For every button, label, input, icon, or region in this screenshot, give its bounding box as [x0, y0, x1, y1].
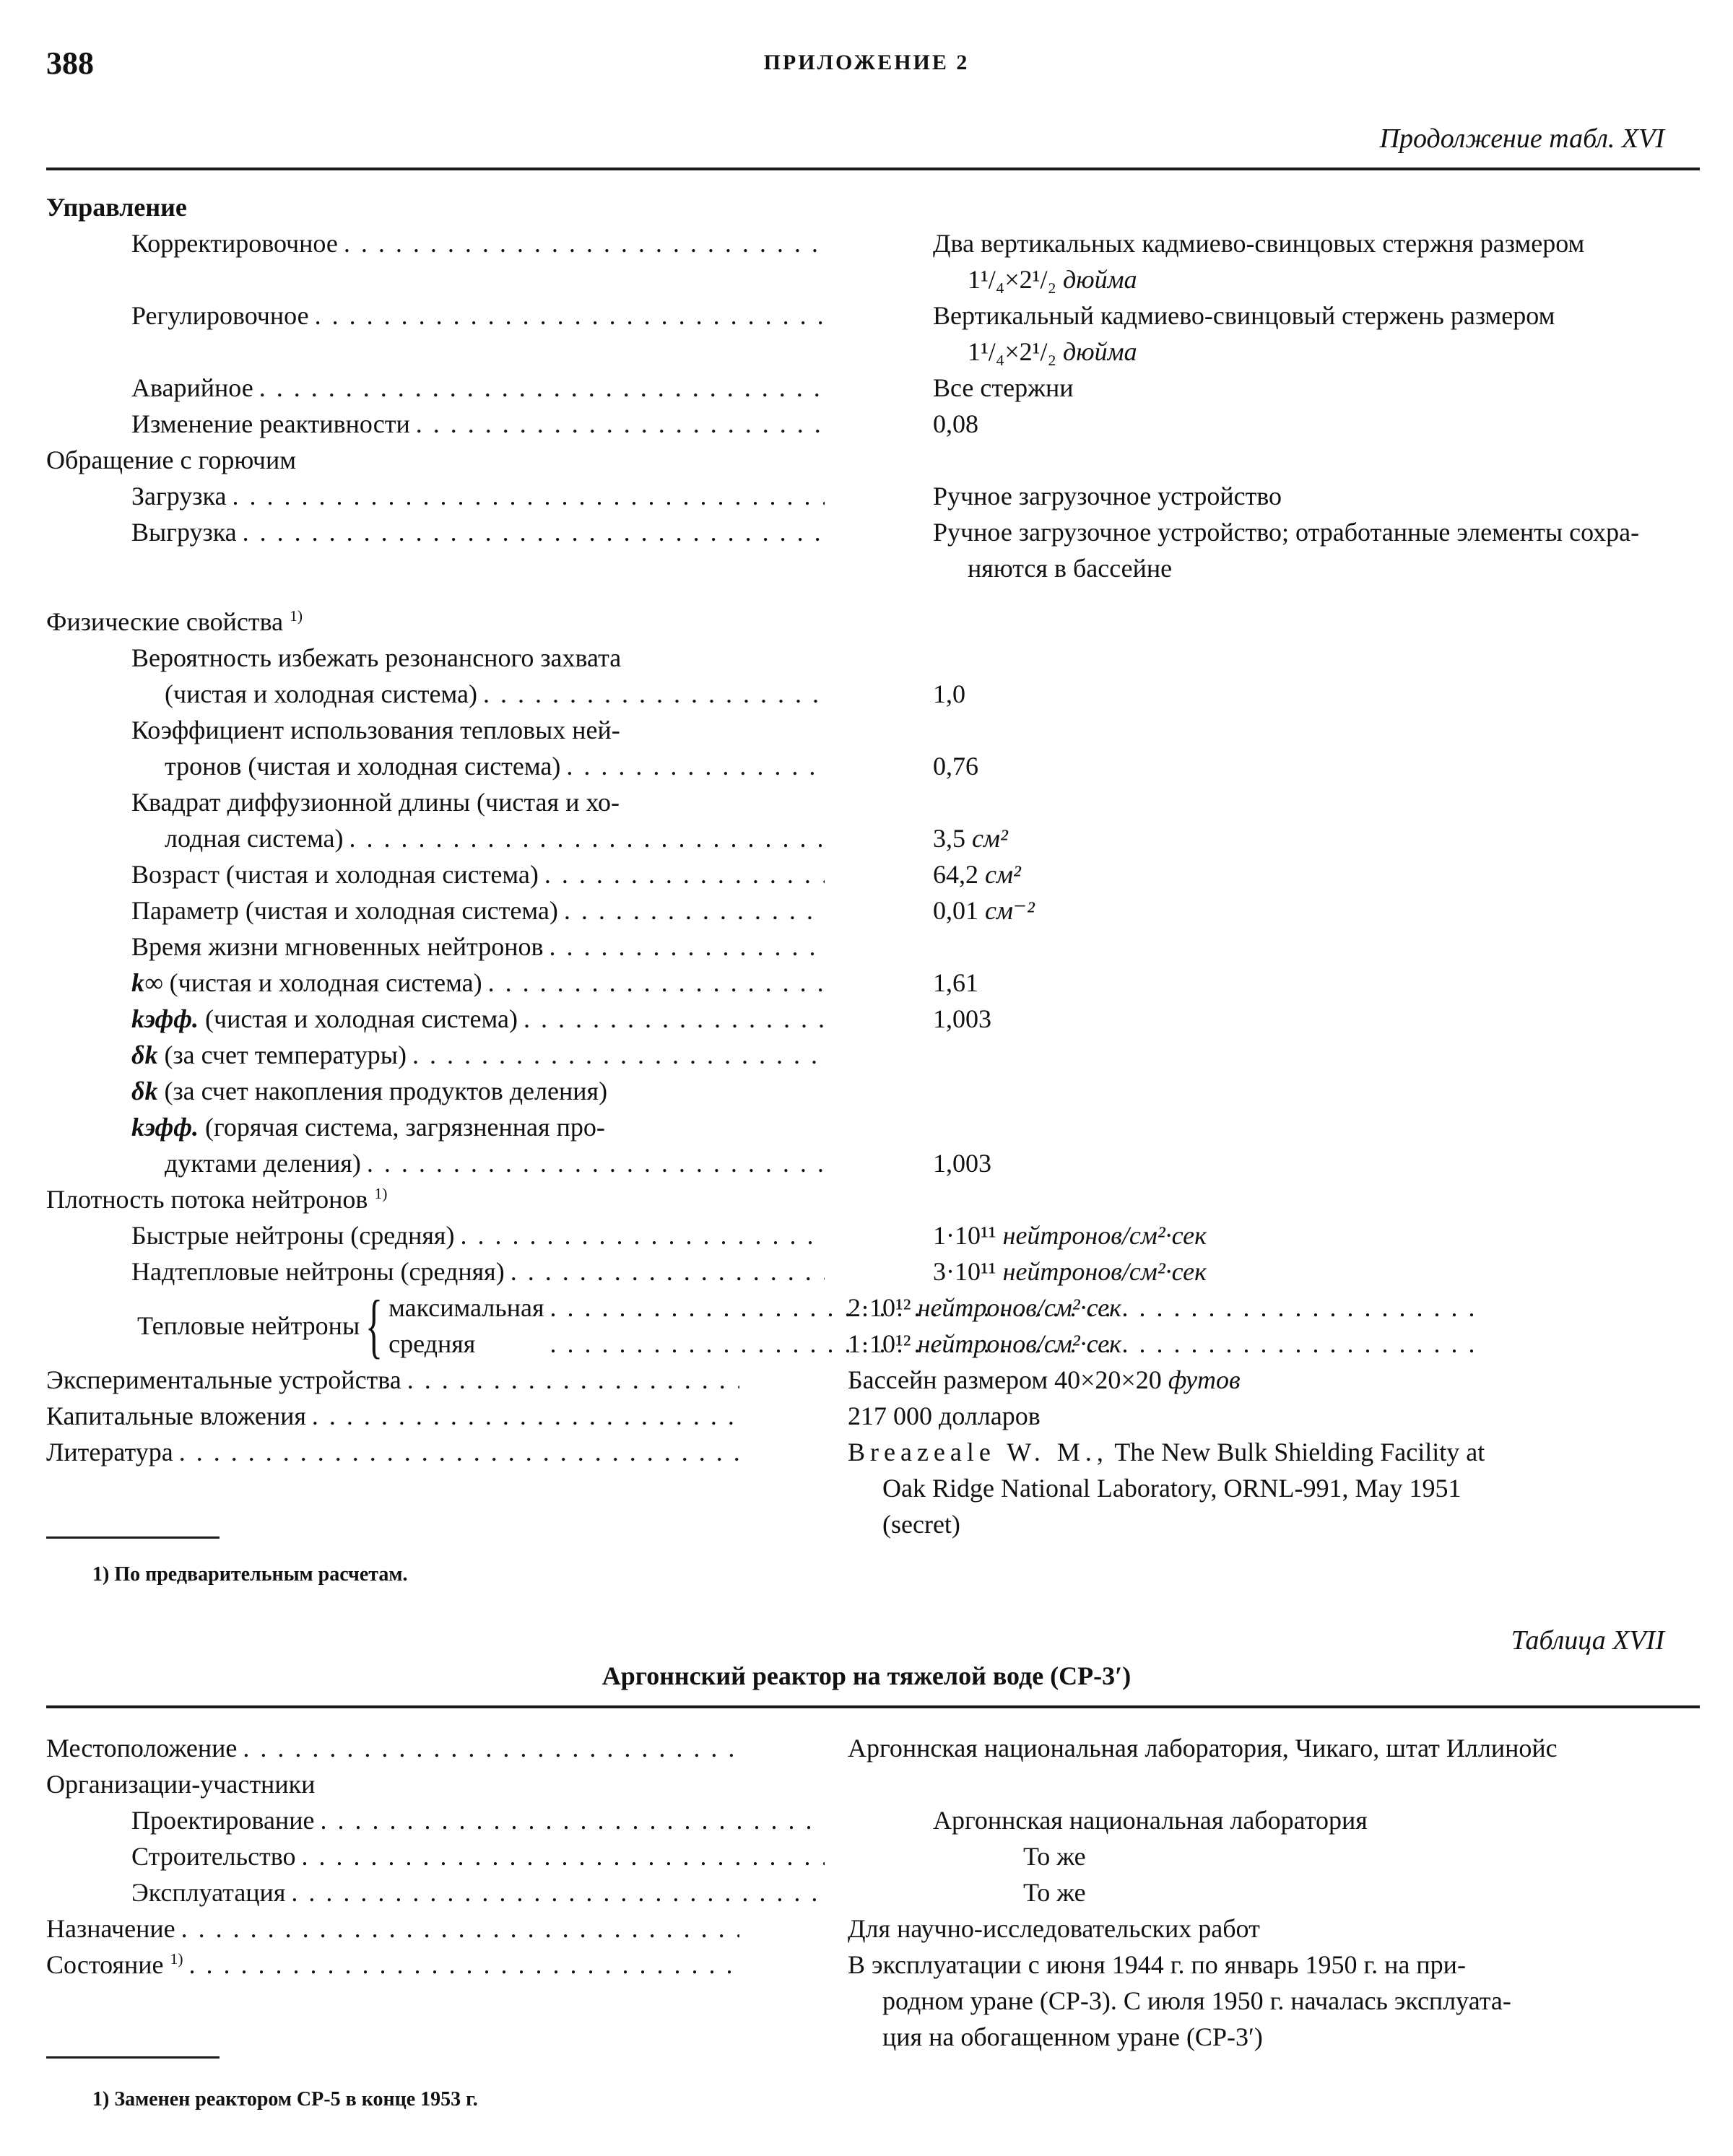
row-label: (за счет накопления продуктов деления) [164, 1077, 608, 1105]
row-label: Литература [46, 1438, 173, 1466]
table-row [46, 514, 1700, 586]
row-value: Все стержни [933, 373, 1074, 402]
row-unit: см⁻² [985, 896, 1035, 925]
symbol-k-infinity: k∞ [131, 968, 163, 997]
table-xvii [46, 1730, 1700, 2055]
row-label: (чистая и холодная система) [205, 1004, 518, 1033]
leader-dots [544, 1290, 1475, 1326]
leader-dots [505, 1253, 825, 1290]
row-label: Проектирование [131, 1806, 315, 1835]
row-value-unit: дюйма [1063, 265, 1137, 294]
row-label: Состояние [46, 1950, 164, 1979]
leader-dots [175, 1911, 739, 1947]
row-value: Два вертикальных кадмиево-свинцовых стержня размером [933, 229, 1585, 258]
row-value: 3,5 [933, 824, 965, 853]
footnote: 1) По предварительным расчетам. [92, 1563, 408, 1586]
leader-dots [558, 892, 825, 929]
table-row [46, 1434, 1700, 1542]
row-label: Строительство [131, 1842, 296, 1871]
control-heading: Управление [46, 193, 187, 222]
row-unit: нейтронов/см²·сек [917, 1293, 1121, 1322]
row-value-continued: родном уране (СР-3). С июля 1950 г. началась эксплуата- [882, 1986, 1511, 2015]
table-row [46, 1838, 1700, 1874]
section-heading [46, 1181, 1700, 1217]
row-value: Ручное загрузочное устройство [933, 482, 1282, 510]
table-row [46, 1398, 1700, 1434]
row-value-continued: ция на обогащенном уране (СР-3′) [882, 2022, 1263, 2051]
table-row [46, 1730, 1700, 1766]
row-unit: нейтронов/см²·сек [1002, 1221, 1207, 1250]
table-row [46, 297, 1700, 370]
table-row [46, 1911, 1700, 1947]
table-row [46, 1217, 1700, 1253]
row-value: 0,76 [933, 752, 978, 781]
table-row [46, 1802, 1700, 1838]
leader-dots [314, 1802, 825, 1838]
leader-dots [173, 1434, 739, 1470]
row-value: 2·10¹² [848, 1293, 911, 1322]
running-head: ПРИЛОЖЕНИЕ 2 [763, 51, 970, 74]
table-row [46, 1037, 1700, 1073]
row-value: 0,08 [933, 409, 978, 438]
row-value: 3·10¹¹ [933, 1257, 996, 1286]
row-value: 1,003 [933, 1149, 991, 1178]
row-value: 64,2 [933, 860, 978, 889]
literature-continued: Oak Ridge National Laboratory, ORNL-991, May 1951 [882, 1474, 1461, 1503]
row-unit: нейтронов/см²·сек [917, 1329, 1121, 1358]
row-value: В эксплуатации с июня 1944 г. по январь 1950 г. на при- [848, 1950, 1466, 1979]
section-heading [46, 442, 1700, 478]
literature-author: Breazeale W. M., [848, 1438, 1108, 1466]
thermal-neutrons-label: Тепловые нейтроны [137, 1311, 360, 1340]
leader-dots [237, 514, 825, 550]
row-value: 1·10¹² [848, 1329, 911, 1358]
symbol-delta-k: δk [131, 1077, 158, 1105]
row-value: Аргоннская национальная лаборатория, Чикаго, штат Иллинойс [848, 1734, 1558, 1762]
row-value: Бассейн размером 40×20×20 [848, 1365, 1162, 1394]
row-label: Изменение реактивности [131, 409, 410, 438]
table-row [46, 1253, 1700, 1290]
row-unit: см² [972, 824, 1008, 853]
row-label: максимальная [388, 1293, 544, 1322]
row-label-continued: дуктами деления) [165, 1149, 361, 1178]
table-row [46, 406, 1700, 442]
row-value-unit: дюйма [1063, 337, 1137, 366]
leader-dots [253, 370, 825, 406]
leader-dots [285, 1874, 825, 1911]
row-label: Экспериментальные устройства [46, 1365, 401, 1394]
row-label: (чистая и холодная система) [169, 968, 482, 997]
leader-dots [306, 1398, 739, 1434]
table-row [46, 640, 1700, 712]
row-label: Быстрые нейтроны (средняя) [131, 1221, 455, 1250]
leader-dots [226, 478, 825, 514]
literature-note: (secret) [882, 1510, 960, 1539]
leader-dots [410, 406, 825, 442]
table-row [46, 1109, 1700, 1181]
row-value: 1,0 [933, 679, 965, 708]
leader-dots [475, 1326, 1474, 1362]
row-value: Вертикальный кадмиево-свинцовый стержень размером [933, 301, 1555, 330]
physics-heading: Физические свойства [46, 607, 284, 636]
symbol-k-eff: kэфф. [131, 1004, 199, 1033]
row-value: То же [1023, 1878, 1086, 1907]
table-row [46, 1001, 1700, 1037]
row-label: Время жизни мгновенных нейтронов [131, 932, 544, 961]
footnote-rule [46, 2056, 220, 2059]
page-number: 388 [46, 45, 94, 81]
participants-heading: Организации-участники [46, 1770, 316, 1799]
row-label: Корректировочное [131, 229, 338, 258]
row-label: Квадрат диффузионной длины (чистая и хо- [131, 788, 620, 817]
fuel-handling-heading: Обращение с горючим [46, 445, 297, 474]
table-row [46, 225, 1700, 297]
row-value-continued: няются в бассейне [968, 554, 1173, 583]
continuation-label: Продолжение табл. XVI [1379, 123, 1664, 154]
literature-title: The New Bulk Shielding Facility at [1114, 1438, 1485, 1466]
row-label: Параметр (чистая и холодная система) [131, 896, 558, 925]
footnote-rule [46, 1536, 220, 1539]
leader-dots [477, 676, 825, 712]
row-label: (горячая система, загрязненная про- [205, 1113, 605, 1142]
leader-dots [237, 1730, 739, 1766]
row-label: Эксплуатация [131, 1878, 286, 1907]
table-top-rule [46, 1705, 1700, 1708]
table-number: Таблица XVII [1511, 1625, 1664, 1656]
row-label-continued: (чистая и холодная система) [165, 679, 477, 708]
flux-heading: Плотность потока нейтронов [46, 1185, 368, 1214]
footnote: 1) Заменен реактором СР-5 в конце 1953 г. [92, 2088, 478, 2111]
leader-dots [296, 1838, 825, 1874]
leader-dots [543, 929, 825, 965]
row-value: 0,01 [933, 896, 978, 925]
row-label: Надтепловые нейтроны (средняя) [131, 1257, 505, 1286]
leader-dots [401, 1362, 739, 1398]
leader-dots [309, 297, 825, 334]
table-row [46, 1073, 1700, 1109]
row-unit: нейтронов/см²·сек [1002, 1257, 1207, 1286]
footnote-marker: 1) [290, 607, 303, 625]
row-value: 1·10¹¹ [933, 1221, 996, 1250]
row-value-dimensions: 1¹/₄×2¹/₂ [968, 265, 1056, 294]
footnote-marker: 1) [170, 1950, 183, 1968]
leader-dots [361, 1145, 825, 1181]
row-value: Аргоннская национальная лаборатория [933, 1806, 1368, 1835]
row-unit: см² [985, 860, 1021, 889]
table-row [46, 892, 1700, 929]
symbol-delta-k: δk [131, 1040, 158, 1069]
row-label: Аварийное [131, 373, 253, 402]
row-value: 1,61 [933, 968, 978, 997]
row-label: Капитальные вложения [46, 1401, 306, 1430]
row-value [825, 1037, 1700, 1073]
row-value: Для научно-исследовательских работ [848, 1914, 1260, 1943]
row-label: Назначение [46, 1914, 175, 1943]
table-xvi-continued [46, 189, 1700, 1542]
row-label: Возраст (чистая и холодная система) [131, 860, 539, 889]
row-value: Ручное загрузочное устройство; отработанные элементы сохра- [933, 518, 1640, 547]
row-value: 1,003 [933, 1004, 991, 1033]
leader-dots [183, 1947, 739, 1983]
leader-dots [343, 820, 825, 856]
table-row [46, 1362, 1700, 1398]
table-row [46, 1947, 1700, 2055]
row-label: Выгрузка [131, 518, 237, 547]
row-value: То же [1023, 1842, 1086, 1871]
table-row [46, 370, 1700, 406]
row-label-continued: лодная система) [165, 824, 344, 853]
row-value [825, 929, 1700, 965]
table-row [46, 784, 1700, 856]
row-value [825, 1073, 1700, 1109]
row-label: Вероятность избежать резонансного захвата [131, 643, 622, 672]
row-value-dimensions: 1¹/₄×2¹/₂ [968, 337, 1056, 366]
leader-dots [539, 856, 825, 892]
table-top-rule [46, 168, 1700, 170]
table-row [46, 856, 1700, 892]
table-row [46, 478, 1700, 514]
section-heading [46, 189, 1700, 225]
table-row [46, 1874, 1700, 1911]
leader-dots [560, 748, 825, 784]
row-label: Загрузка [131, 482, 227, 510]
curly-brace-icon: { [365, 1285, 383, 1365]
leader-dots [338, 225, 825, 261]
thermal-neutrons-group [46, 1285, 1700, 1365]
leader-dots [482, 965, 825, 1001]
row-value: 217 000 долларов [848, 1401, 1041, 1430]
row-unit: футов [1168, 1365, 1241, 1394]
symbol-k-eff: kэфф. [131, 1113, 199, 1142]
row-label: средняя [388, 1329, 476, 1358]
leader-dots [407, 1037, 825, 1073]
row-label: Коэффициент использования тепловых ней- [131, 716, 620, 744]
leader-dots [454, 1217, 825, 1253]
row-label: (за счет температуры) [164, 1040, 407, 1069]
row-label-continued: тронов (чистая и холодная система) [165, 752, 561, 781]
section-heading [46, 1766, 1700, 1802]
row-label: Местоположение [46, 1734, 238, 1762]
table-row [46, 965, 1700, 1001]
row-label: Регулировочное [131, 301, 309, 330]
footnote-marker: 1) [374, 1185, 388, 1202]
leader-dots [518, 1001, 825, 1037]
section-heading [46, 604, 1700, 640]
table-title: Аргоннский реактор на тяжелой воде (СР-3′) [601, 1661, 1132, 1690]
table-row [46, 929, 1700, 965]
table-row [46, 712, 1700, 784]
